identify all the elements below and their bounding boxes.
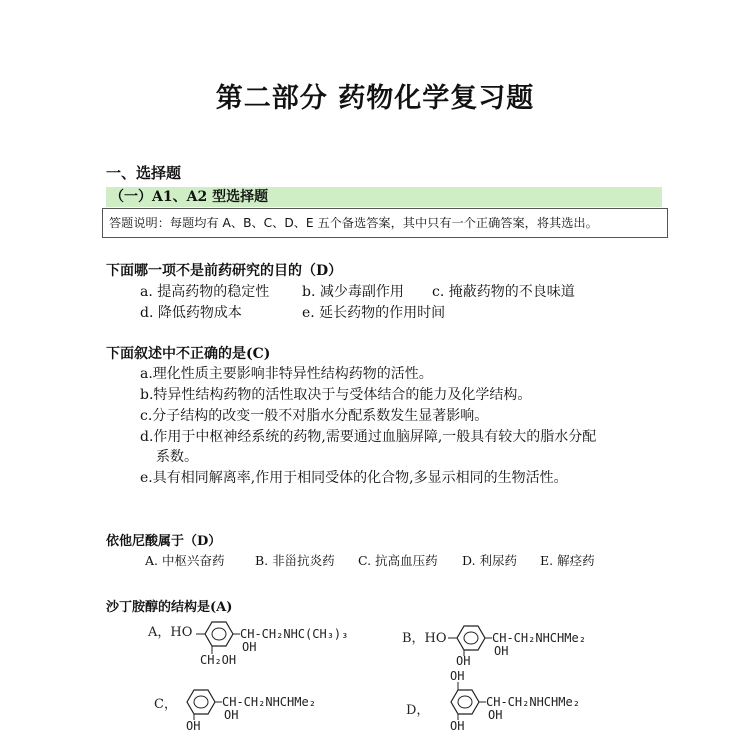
q2-option-a: a.理化性质主要影响非特异性结构药物的活性。: [140, 366, 433, 382]
q1-option-d: d. 降低药物成本: [140, 305, 242, 321]
question-4-stem: 沙丁胺醇的结构是(A): [106, 600, 233, 615]
structure-c-oh: OH: [224, 708, 239, 722]
ring-circle-d: [458, 696, 472, 708]
structure-a-oh: OH: [242, 640, 257, 654]
q3-option-a: A. 中枢兴奋药: [145, 553, 225, 568]
structure-b: [402, 626, 586, 668]
structure-b-sub: OH: [456, 654, 471, 668]
q1-option-b: b. 减少毒副作用: [302, 284, 404, 300]
structure-c: [154, 690, 316, 733]
q1-option-a: a. 提高药物的稳定性: [140, 284, 270, 300]
benzene-ring-d: [451, 690, 479, 714]
q3-option-c: C. 抗高血压药: [358, 553, 438, 568]
q3-option-d: D. 利尿药: [462, 553, 518, 568]
question-3-stem: 依他尼酸属于（D）: [106, 534, 222, 549]
structure-d: [406, 669, 580, 733]
structure-c-chain: CH-CH₂NHCHMe₂: [222, 695, 316, 709]
structure-d-chain: CH-CH₂NHCHMe₂: [486, 695, 580, 709]
q1-option-c: c. 掩蔽药物的不良味道: [432, 284, 575, 300]
q3-option-e: E. 解痉药: [540, 553, 595, 568]
structure-a-sub: CH₂OH: [200, 653, 237, 667]
q2-option-d: d.作用于中枢神经系统的药物,需要通过血脑屏障,一般具有较大的脂水分配: [140, 429, 597, 445]
structure-b-chain: CH-CH₂NHCHMe₂: [492, 631, 586, 645]
structure-d-oh: OH: [488, 708, 503, 722]
structure-b-oh: OH: [494, 644, 509, 658]
ring-circle-c: [194, 696, 208, 708]
subsection-heading: （一）A1、A2 型选择题: [106, 187, 662, 207]
q2-option-d-cont: 系数。: [156, 449, 198, 465]
instructions-box: 答题说明：每题均有 A、B、C、D、E 五个备选答案，其中只有一个正确答案，将其选出。: [102, 208, 668, 238]
structure-a: [147, 622, 348, 667]
question-2-stem: 下面叙述中不正确的是(C): [106, 346, 271, 362]
ring-circle-b: [464, 632, 478, 644]
q2-option-b: b.特异性结构药物的活性取决于与受体结合的能力及化学结构。: [140, 387, 532, 403]
structure-c-sub: OH: [186, 719, 201, 733]
section-heading: 一、选择题: [106, 164, 182, 182]
benzene-ring-a: [205, 622, 233, 646]
page-title: 第二部分 药物化学复习题: [215, 83, 535, 114]
ring-circle-a: [212, 628, 226, 640]
structure-b-label: B，HO: [402, 631, 447, 646]
question-1-stem: 下面哪一项不是前药研究的目的（D）: [106, 263, 343, 279]
structure-d-top: OH: [450, 669, 465, 683]
structure-a-chain: CH-CH₂NHC(CH₃)₃: [240, 627, 349, 641]
structure-d-label: D，: [406, 703, 430, 718]
benzene-ring-c: [187, 690, 215, 714]
structure-c-label: C，: [154, 697, 177, 712]
q1-option-e: e. 延长药物的作用时间: [302, 305, 446, 321]
q2-option-e: e.具有相同解离率,作用于相同受体的化合物,多显示相同的生物活性。: [140, 470, 568, 486]
benzene-ring-b: [457, 626, 485, 650]
structure-options: [140, 618, 640, 736]
structure-a-label: A，HO: [148, 625, 193, 640]
q2-option-c: c.分子结构的改变一般不对脂水分配系数发生显著影响。: [140, 408, 489, 424]
structure-d-sub: OH: [450, 719, 465, 733]
q3-option-b: B. 非甾抗炎药: [255, 553, 335, 568]
